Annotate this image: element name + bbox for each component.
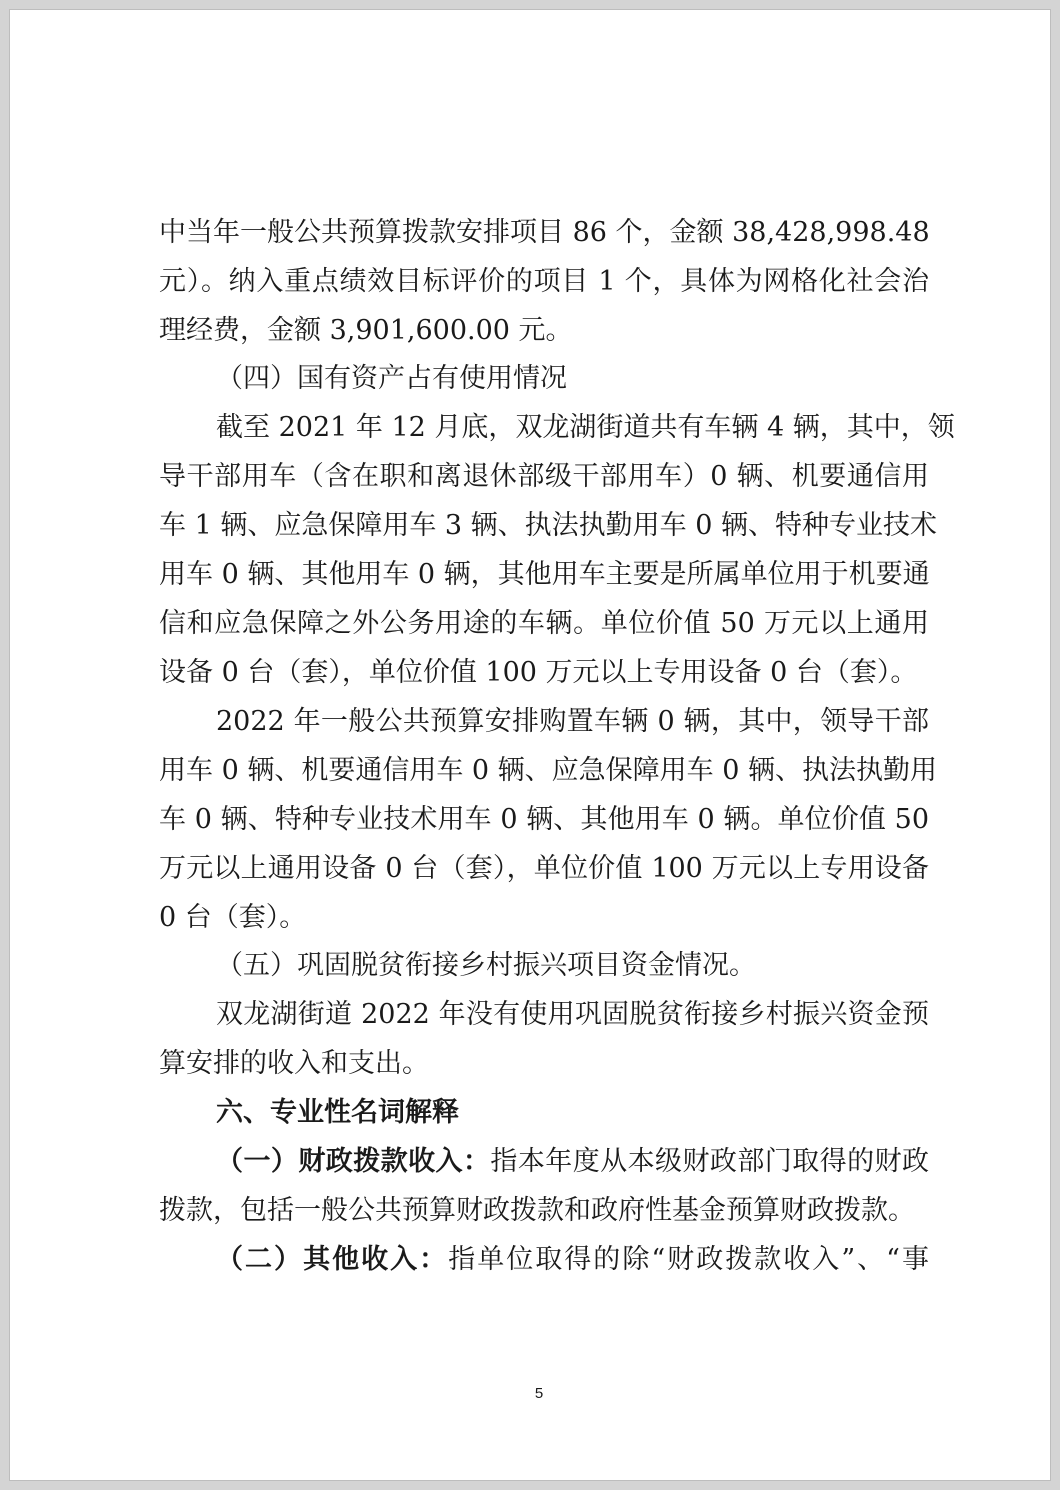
paragraph-line: 用车 0 辆、其他用车 0 辆，其他用车主要是所属单位用于机要通 [159, 559, 930, 590]
paragraph-line: 信和应急保障之外公务用途的车辆。单位价值 50 万元以上通用 [159, 608, 929, 639]
paragraph-line: 拨款，包括一般公共预算财政拨款和政府性基金预算财政拨款。 [159, 1195, 915, 1226]
page-number: 5 [534, 1385, 544, 1402]
definition-text: 指单位取得的除“财政拨款收入”、“事 [448, 1244, 929, 1275]
section-heading-glossary: 六、专业性名词解释 [216, 1097, 459, 1128]
definition-term: （二）其他收入： [216, 1244, 449, 1275]
paragraph-line: 万元以上通用设备 0 台（套），单位价值 100 万元以上专用设备 [159, 853, 929, 884]
paragraph-line: 0 台（套）。 [159, 902, 307, 933]
paragraph-line: 导干部用车（含在职和离退休部级干部用车）0 辆、机要通信用 [159, 461, 929, 492]
definition-term: （一）财政拨款收入： [216, 1146, 491, 1177]
paragraph-line: 中当年一般公共预算拨款安排项目 86 个，金额 38,428,998.48 [159, 217, 930, 248]
paragraph-line: 用车 0 辆、机要通信用车 0 辆、应急保障用车 0 辆、执法执勤用 [159, 755, 938, 786]
paragraph-line: 车 0 辆、特种专业技术用车 0 辆、其他用车 0 辆。单位价值 50 [159, 804, 929, 835]
definition-line [216, 1246, 929, 1273]
paragraph-line: 元）。纳入重点绩效目标评价的项目 1 个，具体为网格化社会治 [159, 266, 929, 297]
definition-line [216, 1148, 929, 1175]
paragraph-line: 算安排的收入和支出。 [159, 1048, 429, 1079]
paragraph-line: 车 1 辆、应急保障用车 3 辆、执法执勤用车 0 辆、特种专业技术 [159, 510, 938, 541]
definition-text: 指本年度从本级财政部门取得的财政 [490, 1146, 930, 1177]
section-heading-rural-revitalization: （五）巩固脱贫衔接乡村振兴项目资金情况。 [216, 950, 756, 981]
paragraph-line: 双龙湖街道 2022 年没有使用巩固脱贫衔接乡村振兴资金预 [216, 999, 929, 1030]
section-heading-assets: （四）国有资产占有使用情况 [216, 363, 567, 394]
paragraph-line: 理经费，金额 3,901,600.00 元。 [159, 315, 573, 346]
paragraph-line: 2022 年一般公共预算安排购置车辆 0 辆，其中，领导干部 [216, 706, 929, 737]
paragraph-line: 截至 2021 年 12 月底，双龙湖街道共有车辆 4 辆，其中，领 [216, 412, 955, 443]
paragraph-line: 设备 0 台（套），单位价值 100 万元以上专用设备 0 台（套）。 [159, 657, 918, 688]
